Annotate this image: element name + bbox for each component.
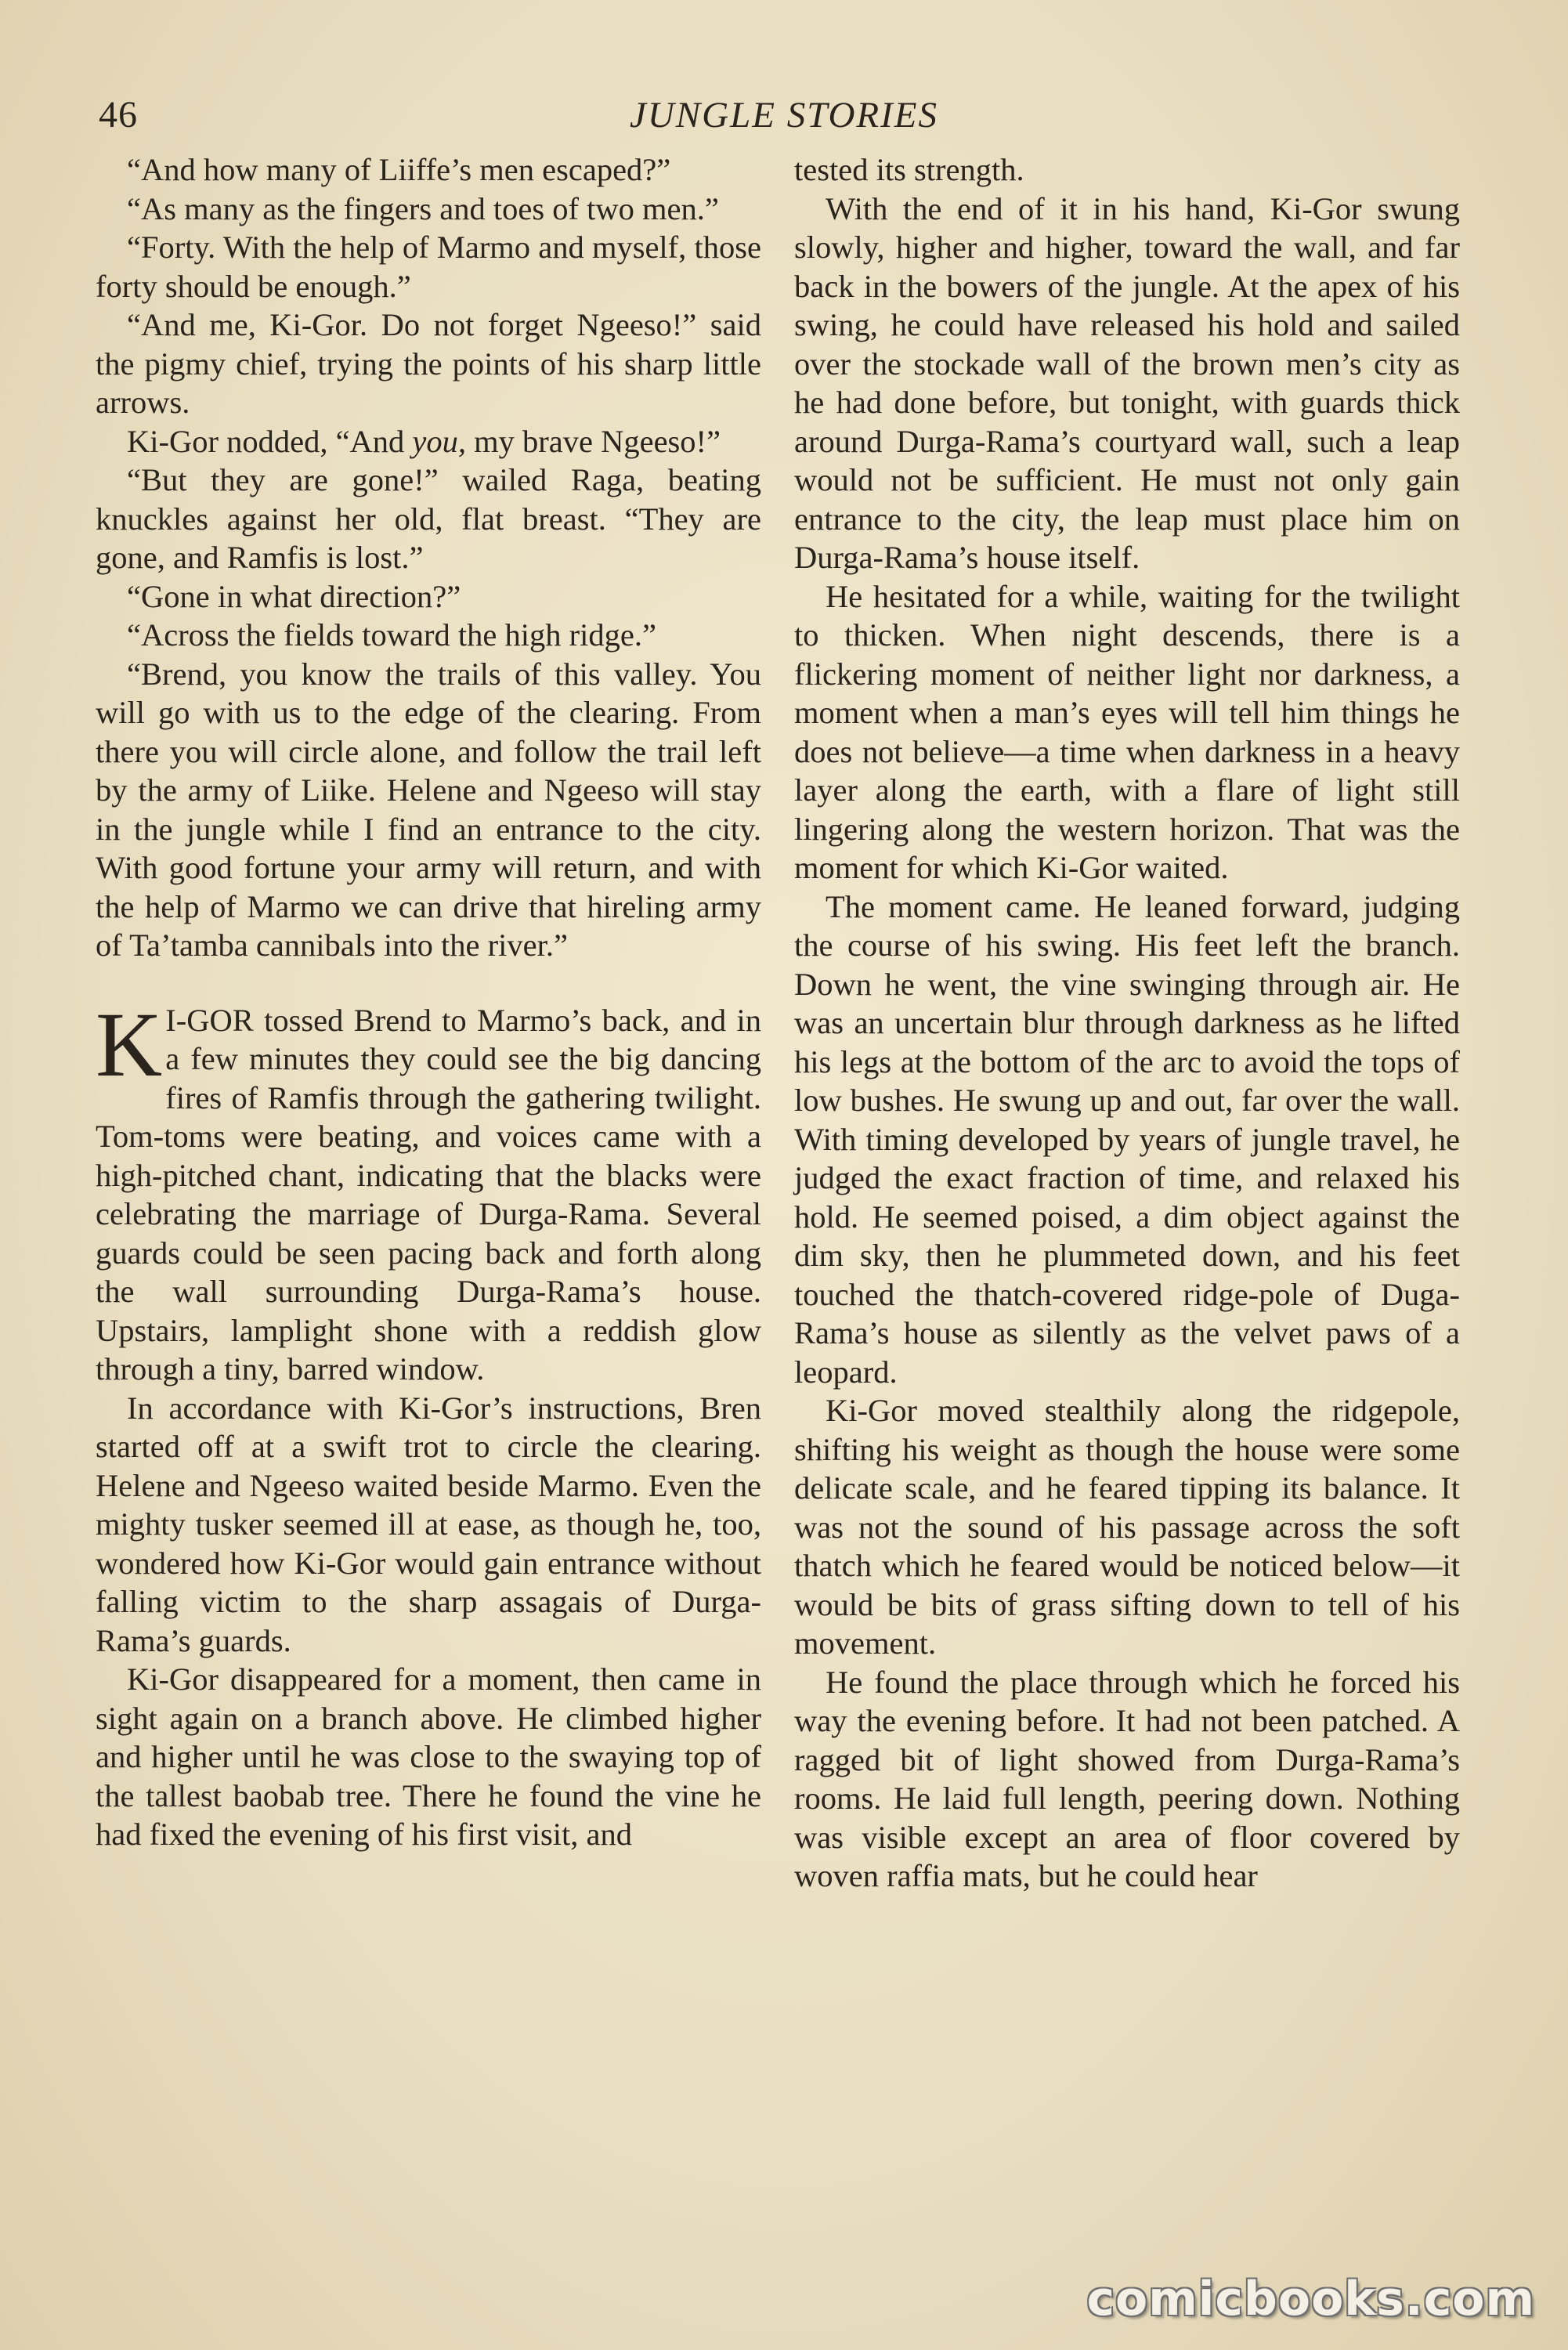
paragraph: He hesitated for a while, waiting for the twilight to thicken. When night descends, there is a flickering moment of neither light nor darkness, a moment when a man’s eyes will tell him things he does not believe—a time when darkness in a heavy layer along the earth, with a flare of light still lingering along the western horizon. That was the moment for which Ki-Gor waited. xyxy=(794,578,1460,885)
paragraph xyxy=(96,422,761,461)
paragraph: “But they are gone!” wailed Raga, beating knuckles against her old, flat breast. “They are gone, and Ramfis is lost.” xyxy=(96,462,761,575)
paragraph: Ki-Gor disappeared for a moment, then came in sight again on a branch above. He climbed higher and higher until he was close to the swaying top of the tallest baobab tree. There he found the vine he had fixed the evening of his first visit, and xyxy=(96,1661,761,1852)
text-run: Ki-Gor nodded, “And xyxy=(127,423,413,459)
paragraph: “As many as the fingers and toes of two men.” xyxy=(127,190,719,226)
left-column xyxy=(96,150,761,1854)
page-number: 46 xyxy=(99,94,138,136)
right-column xyxy=(794,150,1460,1896)
paragraph: “Brend, you know the trails of this valley. You will go with us to the edge of the clearing. From there you will circle alone, and follow the trail left by the army of Liike. Helene and Ngeeso will stay in the jungle while I find an entrance to the city. With good fortune your army will return, and with the help of Marmo we can drive that hireling army of Ta’tamba cannibals into the river.” xyxy=(96,656,761,963)
paragraph: With the end of it in his hand, Ki-Gor swung slowly, higher and higher, toward the wall, and far back in the bowers of the jungle. At the apex of his swing, he could have released his hold and sailed over the stockade wall of the brown men’s city as he had done before, but tonight, with guards thick around Durga-Rama’s courtyard wall, such a leap would not be sufficient. He must not only gain entrance to the city, the leap must place him on Durga-Rama’s house itself. xyxy=(794,190,1460,575)
running-title: JUNGLE STORIES xyxy=(630,95,938,136)
paragraph: “And how many of Liiffe’s men escaped?” xyxy=(127,152,671,187)
paragraph: “Across the fields toward the high ridge.” xyxy=(127,617,656,653)
watermark: comicbooks.com xyxy=(1086,2272,1535,2326)
paragraph: “Gone in what direction?” xyxy=(127,578,461,614)
paragraph: He found the place through which he forced his way the evening before. It had not been patched. A ragged bit of light showed from Durga-Rama’s rooms. He laid full length, peering down. Nothing was visible except an area of floor covered by woven raffia mats, but he could hear xyxy=(794,1664,1460,1893)
continuation-line: tested its strength. xyxy=(794,152,1024,187)
paragraph: Ki-Gor moved stealthily along the ridgepole, shifting his weight as though the house were some delicate scale, and he feared tipping its balance. It was not the sound of his passage across the soft thatch which he feared would be noticed below—it would be bits of grass sifting down to tell of his movement. xyxy=(794,1393,1460,1661)
paragraph: The moment came. He leaned forward, judging the course of his swing. His feet left the branch. Down he went, the vine swinging through air. He was an uncertain blur through darkness as he lifted his legs at the bottom of the arc to avoid the tops of low bushes. He swung up and out, far over the wall. With timing developed by years of jungle travel, he judged the exact fraction of time, and relaxed his hold. He seemed poised, a dim object against the dim sky, then he plummeted down, and his feet touched the thatch-covered ridge-pole of Duga-Rama’s house as silently as the velvet paws of a leopard. xyxy=(794,888,1460,1390)
section-text: I-GOR tossed Brend to Marmo’s back, and in a few minutes they could see the big dancing fires of Ramfis through the gathering twilight. Tom-toms were beating, and voices came with a high-pitched chant, indicating that the blacks were celebrating the marriage of Durga-Rama. Several guards could be seen pacing back and forth along the wall surrounding Durga-Rama’s house. Upstairs, lamplight shone with a reddish glow through a tiny, barred window. xyxy=(96,1002,761,1386)
section-start-paragraph xyxy=(96,992,761,1389)
paragraph: In accordance with Ki-Gor’s instructions, Bren started off at a swift trot to circle the clearing. Helene and Ngeeso waited beside Marmo. Even the mighty tusker seemed ill at ease, as though he, too, wondered how Ki-Gor would gain entrance without falling victim to the sharp assagais of Durga-Rama’s guards. xyxy=(96,1390,761,1658)
emphasized-word: you, xyxy=(412,423,467,459)
drop-cap: K xyxy=(96,992,163,1096)
paragraph: “Forty. With the help of Marmo and myself, those forty should be enough.” xyxy=(96,230,761,304)
paragraph: “And me, Ki-Gor. Do not forget Ngeeso!” said the pigmy chief, trying the points of his sharp little arrows. xyxy=(96,307,761,420)
text-run: my brave Ngeeso!” xyxy=(466,423,721,459)
page-header xyxy=(0,88,1568,143)
